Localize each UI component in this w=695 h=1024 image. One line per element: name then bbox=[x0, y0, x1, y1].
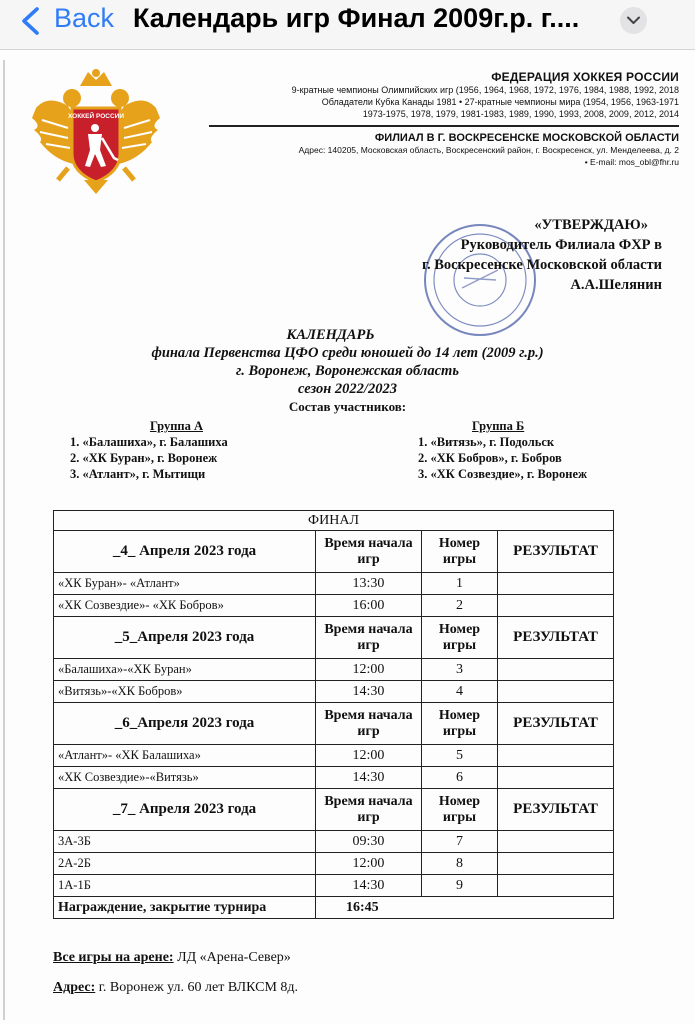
approval-title: «УТВЕРЖДАЮ» bbox=[534, 217, 648, 233]
table-row bbox=[54, 573, 614, 595]
schedule-table bbox=[53, 510, 614, 919]
approval-line: г. Воскресенске Московской области bbox=[422, 257, 662, 273]
branch-address: Адрес: 140205, Московская область, Воскресенский район, г. Воскресенск, ул. Менделеева, д. 2 bbox=[298, 145, 679, 155]
time-cell: 12:00 bbox=[316, 745, 422, 767]
chevron-left-icon[interactable] bbox=[18, 6, 46, 36]
team-item: 1. «Витязь», г. Подольск bbox=[418, 435, 555, 449]
number-cell: 6 bbox=[422, 767, 498, 789]
team-item: 1. «Балашиха», г. Балашиха bbox=[70, 435, 228, 449]
team-item: 2. «ХК Бобров», г. Бобров bbox=[418, 451, 562, 465]
number-header: Номер игры bbox=[422, 789, 498, 831]
day-header-row bbox=[54, 531, 614, 573]
match-cell: «Витязь»-«ХК Бобров» bbox=[54, 681, 316, 703]
time-cell: 14:30 bbox=[316, 767, 422, 789]
calendar-season: сезон 2022/2023 bbox=[298, 381, 397, 397]
group-title: Группа А bbox=[150, 419, 204, 433]
table-row bbox=[54, 681, 614, 703]
federation-titles-line: 9-кратные чемпионы Олимпийских игр (1956, 1964, 1968, 1972, 1976, 1984, 1988, 1992, 2018 bbox=[291, 85, 679, 95]
table-row bbox=[54, 595, 614, 617]
group-title: Группа Б bbox=[472, 419, 525, 433]
time-cell: 12:00 bbox=[316, 659, 422, 681]
result-cell bbox=[498, 767, 614, 789]
match-cell: «Балашиха»-«ХК Буран» bbox=[54, 659, 316, 681]
match-cell: «ХК Созвездие»-«Витязь» bbox=[54, 767, 316, 789]
day-date: _7_ Апреля 2023 года bbox=[54, 789, 316, 831]
number-header: Номер игры bbox=[422, 703, 498, 745]
table-row bbox=[54, 511, 614, 531]
number-cell: 2 bbox=[422, 595, 498, 617]
group-a bbox=[70, 418, 360, 482]
team-item: 2. «ХК Буран», г. Воронеж bbox=[70, 451, 218, 465]
approval-block bbox=[380, 215, 680, 295]
result-header: РЕЗУЛЬТАТ bbox=[498, 703, 614, 745]
day-header-row bbox=[54, 703, 614, 745]
address-value: г. Воронеж ул. 60 лет ВЛКСМ 8д. bbox=[95, 980, 299, 995]
arena-line bbox=[53, 950, 291, 966]
result-cell bbox=[498, 875, 614, 897]
result-cell bbox=[498, 659, 614, 681]
table-row bbox=[54, 875, 614, 897]
table-row bbox=[54, 745, 614, 767]
number-cell: 1 bbox=[422, 573, 498, 595]
match-cell: 1А-1Б bbox=[54, 875, 316, 897]
group-b bbox=[418, 418, 678, 482]
federation-titles-line: 1973-1975, 1978, 1979, 1981-1983, 1989, 1990, 1993, 2008, 2009, 2012, 2014 bbox=[362, 109, 679, 119]
number-cell: 7 bbox=[422, 831, 498, 853]
match-cell: 3А-3Б bbox=[54, 831, 316, 853]
navigation-bar bbox=[0, 0, 695, 50]
number-header: Номер игры bbox=[422, 617, 498, 659]
arena-value: ЛД «Арена-Север» bbox=[173, 950, 291, 965]
day-header-row bbox=[54, 617, 614, 659]
day-date: _6_Апреля 2023 года bbox=[54, 703, 316, 745]
document-page bbox=[0, 50, 695, 1024]
day-header-row bbox=[54, 789, 614, 831]
award-label: Награждение, закрытие турнира bbox=[54, 897, 316, 919]
address-label: Адрес: bbox=[53, 980, 96, 995]
match-cell: 2А-2Б bbox=[54, 853, 316, 875]
result-cell bbox=[498, 831, 614, 853]
back-button[interactable]: Back bbox=[54, 3, 115, 33]
time-cell: 16:00 bbox=[316, 595, 422, 617]
result-cell bbox=[498, 745, 614, 767]
chevron-down-icon bbox=[627, 16, 640, 25]
branch-name: ФИЛИАЛ В Г. ВОСКРЕСЕНСКЕ МОСКОВСКОЙ ОБЛАСТИ bbox=[374, 132, 679, 144]
number-cell: 4 bbox=[422, 681, 498, 703]
table-row bbox=[54, 853, 614, 875]
divider bbox=[209, 125, 679, 127]
match-cell: «Атлант»- «ХК Балашиха» bbox=[54, 745, 316, 767]
team-item: 3. «Атлант», г. Мытищи bbox=[70, 467, 206, 481]
number-cell: 8 bbox=[422, 853, 498, 875]
result-header: РЕЗУЛЬТАТ bbox=[498, 531, 614, 573]
day-date: _5_Апреля 2023 года bbox=[54, 617, 316, 659]
table-row bbox=[54, 659, 614, 681]
time-header: Время начала игр bbox=[316, 703, 422, 745]
result-cell bbox=[498, 681, 614, 703]
number-cell: 3 bbox=[422, 659, 498, 681]
result-header: РЕЗУЛЬТАТ bbox=[498, 617, 614, 659]
match-cell: «ХК Буран»- «Атлант» bbox=[54, 573, 316, 595]
letterhead bbox=[209, 70, 679, 168]
time-header: Время начала игр bbox=[316, 531, 422, 573]
day-date: _4_ Апреля 2023 года bbox=[54, 531, 316, 573]
approval-signature: А.А.Шелянин bbox=[570, 277, 662, 293]
number-header: Номер игры bbox=[422, 531, 498, 573]
team-item: 3. «ХК Созвездие», г. Воронеж bbox=[418, 467, 588, 481]
time-header: Время начала игр bbox=[316, 789, 422, 831]
calendar-subtitle: финала Первенства ЦФО среди юношей до 14 лет (2009 г.р.) bbox=[151, 345, 544, 361]
document-title: Календарь игр Финал 2009г.р. г.... bbox=[133, 3, 580, 33]
time-cell: 12:00 bbox=[316, 853, 422, 875]
result-cell bbox=[498, 573, 614, 595]
table-row bbox=[54, 767, 614, 789]
composition-label: Состав участников: bbox=[288, 399, 407, 414]
result-cell bbox=[498, 853, 614, 875]
table-row bbox=[54, 831, 614, 853]
final-header: ФИНАЛ bbox=[54, 511, 614, 531]
result-cell bbox=[498, 595, 614, 617]
time-cell: 09:30 bbox=[316, 831, 422, 853]
award-time: 16:45 bbox=[316, 897, 614, 919]
calendar-place: г. Воронеж, Воронежская область bbox=[236, 363, 459, 379]
hockey-federation-emblem-logo bbox=[28, 68, 164, 198]
time-cell: 13:30 bbox=[316, 573, 422, 595]
approval-line: Руководитель Филиала ФХР в bbox=[460, 237, 662, 253]
match-cell: «ХК Созвездие»- «ХК Бобров» bbox=[54, 595, 316, 617]
address-line bbox=[53, 980, 298, 996]
time-header: Время начала игр bbox=[316, 617, 422, 659]
arena-label: Все игры на арене: bbox=[53, 950, 174, 965]
federation-name: ФЕДЕРАЦИЯ ХОККЕЯ РОССИИ bbox=[491, 70, 679, 84]
federation-titles-line: Обладатели Кубка Канады 1981 • 27-кратные чемпионы мира (1954, 1956, 1963-1971 bbox=[321, 97, 679, 107]
time-cell: 14:30 bbox=[316, 875, 422, 897]
branch-email: • E-mail: mos_obl@fhr.ru bbox=[584, 157, 679, 167]
more-menu-button[interactable] bbox=[620, 7, 647, 34]
calendar-title: КАЛЕНДАРЬ bbox=[286, 327, 375, 343]
result-header: РЕЗУЛЬТАТ bbox=[498, 789, 614, 831]
number-cell: 9 bbox=[422, 875, 498, 897]
calendar-heading bbox=[0, 326, 695, 416]
award-row bbox=[54, 897, 614, 919]
time-cell: 14:30 bbox=[316, 681, 422, 703]
number-cell: 5 bbox=[422, 745, 498, 767]
logo-ribbon-text: ХОККЕЙ РОССИИ bbox=[67, 113, 125, 120]
